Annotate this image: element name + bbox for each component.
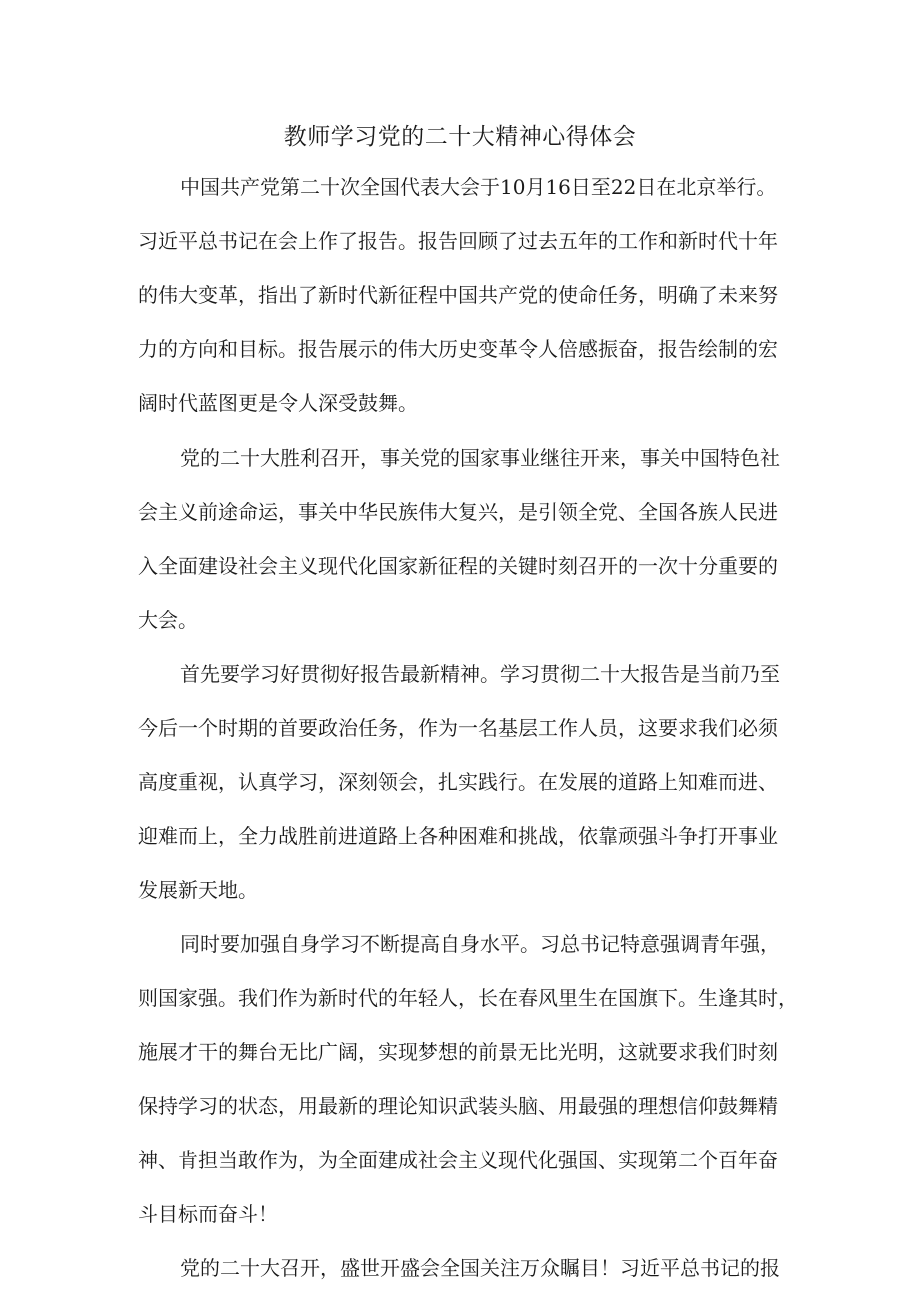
- paragraph-4-line-5: 神、肯担当敢作为，为全面建成社会主义现代化强国、实现第二个百年奋: [138, 1148, 778, 1172]
- paragraph-1-line-3: 的伟大变革，指出了新时代新征程中国共产党的使命任务，明确了未来努: [138, 283, 778, 307]
- paragraph-1-line-1: 中国共产党第二十次全国代表大会于10月16日至22日在北京举行。: [180, 175, 777, 199]
- paragraph-3-line-3: 高度重视，认真学习，深刻领会，扎实践行。在发展的道路上知难而进、: [138, 770, 778, 794]
- document-title: 教师学习党的二十大精神心得体会: [283, 124, 637, 150]
- paragraph-2-line-3: 入全面建设社会主义现代化国家新征程的关键时刻召开的一次十分重要的: [138, 554, 778, 578]
- paragraph-4-line-1: 同时要加强自身学习不断提高自身水平。习总书记特意强调青年强，: [180, 932, 780, 956]
- paragraph-4-line-4: 保持学习的状态，用最新的理论知识武装头脑、用最强的理想信仰鼓舞精: [138, 1094, 778, 1118]
- paragraph-4-line-2: 则国家强。我们作为新时代的年轻人，长在春风里生在国旗下。生逢其时，: [138, 986, 798, 1010]
- paragraph-1-line-5: 阔时代蓝图更是令人深受鼓舞。: [138, 391, 418, 415]
- paragraph-1-line-4: 力的方向和目标。报告展示的伟大历史变革令人倍感振奋，报告绘制的宏: [138, 337, 778, 361]
- paragraph-1-line-2: 习近平总书记在会上作了报告。报告回顾了过去五年的工作和新时代十年: [138, 229, 778, 253]
- paragraph-3-line-4: 迎难而上，全力战胜前进道路上各种困难和挑战，依靠顽强斗争打开事业: [138, 824, 778, 848]
- paragraph-2-line-1: 党的二十大胜利召开，事关党的国家事业继往开来，事关中国特色社: [180, 446, 780, 470]
- paragraph-4-line-6: 斗目标而奋斗！: [138, 1202, 278, 1226]
- paragraph-3-line-5: 发展新天地。: [138, 878, 258, 902]
- paragraph-3-line-2: 今后一个时期的首要政治任务，作为一名基层工作人员，这要求我们必须: [138, 716, 778, 740]
- paragraph-2-line-4: 大会。: [138, 608, 198, 632]
- paragraph-4-line-3: 施展才干的舞台无比广阔，实现梦想的前景无比光明，这就要求我们时刻: [138, 1040, 778, 1064]
- paragraph-5-line-1: 党的二十大召开，盛世开盛会全国关注万众瞩目！习近平总书记的报: [180, 1256, 780, 1280]
- paragraph-3-line-1: 首先要学习好贯彻好报告最新精神。学习贯彻二十大报告是当前乃至: [180, 662, 780, 686]
- paragraph-2-line-2: 会主义前途命运，事关中华民族伟大复兴，是引领全党、全国各族人民进: [138, 500, 778, 524]
